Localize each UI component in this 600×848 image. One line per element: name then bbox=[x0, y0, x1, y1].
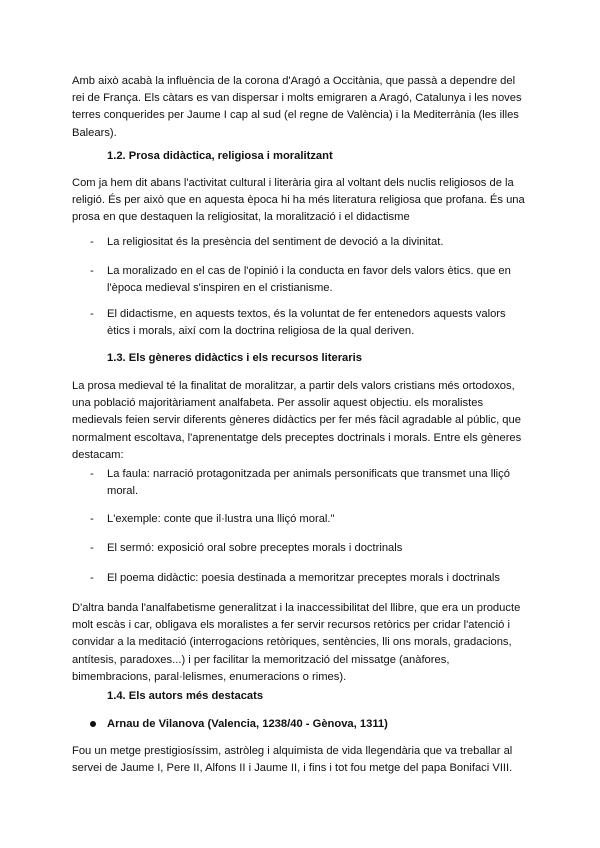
dash-bullet: - bbox=[90, 265, 94, 277]
dash-bullet: - bbox=[90, 468, 94, 480]
list-item-text: La faula: narració protagonitzada per animals personificats que transmet una lliçó moral. bbox=[107, 468, 510, 498]
list-item-text: El sermó: exposició oral sobre preceptes morals i doctrinals bbox=[107, 542, 403, 554]
author-paragraph: Fou un metge prestigiosíssim, astròleg i alquimista de vida llegendària que va treballar al servei de Jaume I, Pere II, Alfons II i Jaume II, i fins i tot fou metge del papa Bonifaci VIII. bbox=[72, 745, 513, 775]
section-heading-1-2: 1.2. Prosa didàctica, religiosa i moralitzant bbox=[107, 150, 333, 162]
list-item-text: La moralizado en el cas de l'opinió i la conducta en favor dels valors ètics. que en l'època medieval s'inspiren en el cristianisme. bbox=[107, 265, 511, 295]
recursos-paragraph: D'altra banda l'analfabetisme generalitzat i la inaccessibilitat del llibre, que era un producte molt escàs i car, obligava els moralistes a fer servir recursos retòrics per cridar l'atenció i convidar a la meditació (interrogacions retòriques, sentències, lli ons morals, gradacions, antítesis, paradoxes...) i per facilitar la memorització del missatge (anàfores, bimembracions, paral·lelismes, enumeracions o rimes). bbox=[72, 602, 521, 683]
dash-bullet: - bbox=[90, 572, 94, 584]
section-heading-1-3: 1.3. Els gèneres didàctics i els recursos literaris bbox=[107, 352, 362, 364]
list-item bbox=[90, 263, 528, 297]
list-item bbox=[90, 540, 528, 557]
dash-bullet: - bbox=[90, 308, 94, 320]
author-list-item bbox=[90, 716, 528, 732]
list-item bbox=[90, 306, 528, 340]
section-1-3-paragraph: La prosa medieval té la finalitat de moralitzar, a partir dels valors cristians més ortodoxos, una població majoritàriament analfabeta. Per assolir aquest objectiu. els moralistes medievals feien servir diferents gèneres didàctics per fer més fàcil agradable al públic, que normalment escoltava, l'aprenentatge dels preceptes doctrinals i morals. Entre els gèneres destacam: bbox=[72, 380, 522, 461]
list-item-text: L'exemple: conte que il·lustra una lliçó moral." bbox=[107, 513, 335, 525]
bullet-dot-icon bbox=[90, 721, 96, 727]
list-item bbox=[90, 511, 528, 528]
section-heading-1-4: 1.4. Els autors més destacats bbox=[107, 690, 264, 702]
list-item-text: El poema didàctic: poesia destinada a memoritzar preceptes morals i doctrinals bbox=[107, 572, 500, 584]
author-name: Arnau de Vilanova (Valencia, 1238/40 - Gènova, 1311) bbox=[107, 718, 388, 730]
list-item-text: La religiositat és la presència del sentiment de devoció a la divinitat. bbox=[107, 236, 444, 248]
intro-paragraph: Amb això acabà la influència de la corona d'Aragó a Occitània, que passà a dependre del rei de França. Els càtars es van dispersar i molts emigraren a Aragó, Catalunya i les noves terres conquerides per Jaume I cap al sud (el regne de València) i la Mediterrània (les illes Balears). bbox=[72, 75, 522, 139]
dash-bullet: - bbox=[90, 513, 94, 525]
dash-bullet: - bbox=[90, 542, 94, 554]
dash-bullet: - bbox=[90, 236, 94, 248]
list-item-text: El didactisme, en aquests textos, és la voluntat de fer entenedors aquests valors ètics i morals, així com la doctrina religiosa de la qual deriven. bbox=[107, 308, 506, 338]
list-item bbox=[90, 466, 528, 500]
list-item bbox=[90, 570, 528, 587]
section-1-2-paragraph: Com ja hem dit abans l'activitat cultural i literària gira al voltant dels nuclis religiosos de la religió. És per això que en aquesta època hi ha més literatura religiosa que profana. És una prosa en que destaquen la religiositat, la moralització i el didactisme bbox=[72, 177, 525, 224]
list-item bbox=[90, 234, 528, 251]
